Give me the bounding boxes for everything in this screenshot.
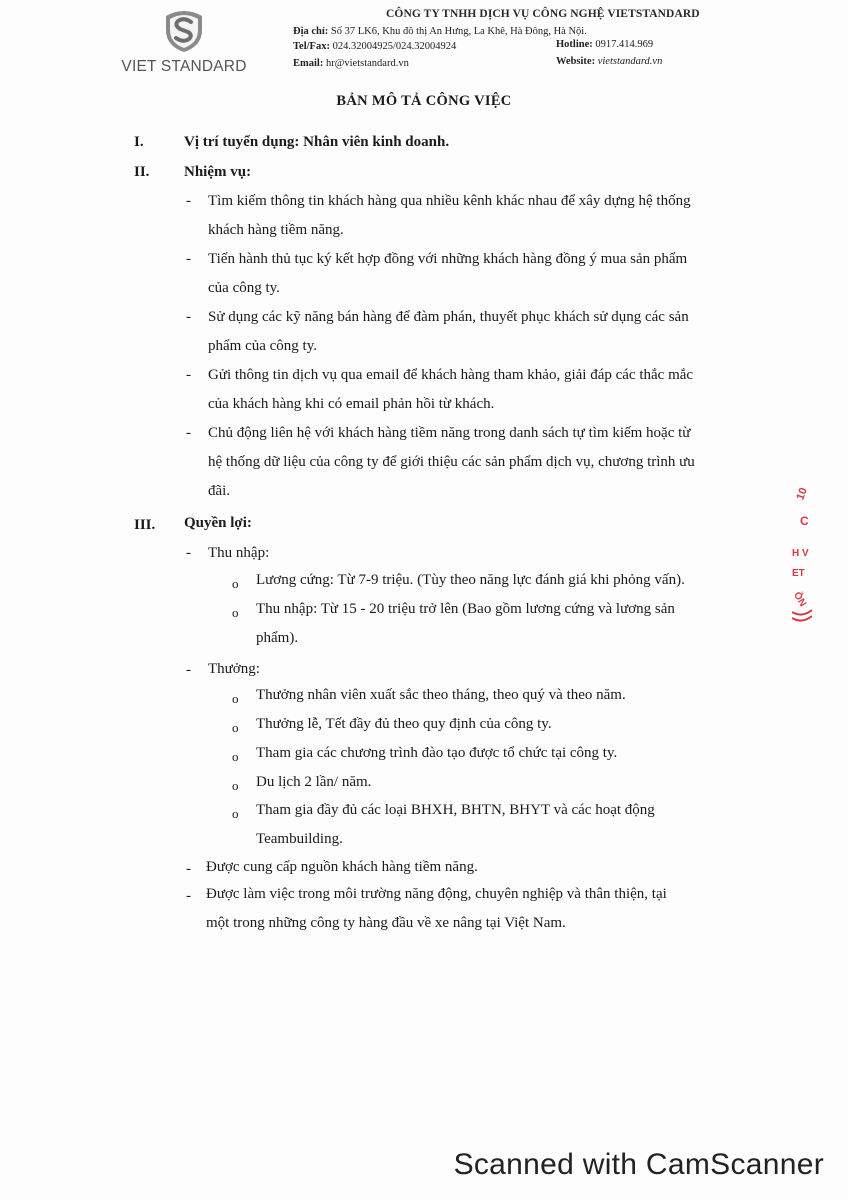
bonus-label: Thưởng: <box>208 661 260 677</box>
section-number: II. <box>134 164 150 180</box>
list-dash: - <box>186 367 191 383</box>
list-item: Thu nhập: Từ 15 - 20 triệu trở lên (Bao gồm lương cứng và lương sản phẩm). <box>256 601 675 646</box>
scanner-watermark: Scanned with CamScanner <box>453 1148 824 1181</box>
list-item: Thưởng lễ, Tết đầy đủ theo quy định của công ty. <box>256 716 552 732</box>
list-item: Thưởng nhân viên xuất sắc theo tháng, theo quý và theo năm. <box>256 687 626 703</box>
circle-bullet: o <box>232 778 239 793</box>
section-title: Vị trí tuyển dụng: Nhân viên kinh doanh. <box>184 134 450 150</box>
list-item: Tham gia đầy đủ các loại BHXH, BHTN, BHYT và các hoạt động Teambuilding. <box>256 802 655 847</box>
company-email: Email: hr@vietstandard.vn <box>293 58 409 69</box>
list-dash: - <box>186 545 191 561</box>
list-dash: - <box>186 251 191 267</box>
section-number: III. <box>134 517 156 533</box>
viet-standard-logo-icon <box>162 8 206 54</box>
section-title: Nhiệm vụ: <box>184 164 252 180</box>
list-dash: - <box>186 888 191 904</box>
company-website: Website: vietstandard.vn <box>556 56 663 67</box>
section-number: I. <box>134 134 144 150</box>
list-item: Gửi thông tin dịch vụ qua email để khách hàng tham khảo, giải đáp các thắc mắc của khách hàng khi có email phản hồi từ khách. <box>208 367 694 412</box>
circle-bullet: o <box>232 691 239 706</box>
list-item: Tham gia các chương trình đào tạo được tổ chức tại công ty. <box>256 745 618 761</box>
list-item: Được cung cấp nguồn khách hàng tiềm năng. <box>206 859 478 875</box>
company-name: CÔNG TY TNHH DỊCH VỤ CÔNG NGHỆ VIETSTANDARD <box>386 8 700 20</box>
list-dash: - <box>186 193 191 209</box>
company-tel: Tel/Fax: 024.32004925/024.32004924 <box>293 41 457 52</box>
circle-bullet: o <box>232 576 239 591</box>
company-stamp: 10 C H V ET ỒN <box>782 482 822 632</box>
circle-bullet: o <box>232 806 239 821</box>
stamp-ring-icon <box>792 608 812 626</box>
list-dash: - <box>186 425 191 441</box>
circle-bullet: o <box>232 720 239 735</box>
list-dash: - <box>186 309 191 325</box>
list-dash: - <box>186 861 191 877</box>
list-item: Du lịch 2 lần/ năm. <box>256 774 372 790</box>
company-hotline: Hotline: 0917.414.969 <box>556 39 654 50</box>
list-item: Chủ động liên hệ với khách hàng tiềm năng trong danh sách tự tìm kiếm hoặc từ hệ thống dữ liệu của công ty để giới thiệu các sản phẩm dịch vụ, chương trình ưu đãi. <box>208 425 695 499</box>
list-item: Tìm kiếm thông tin khách hàng qua nhiều kênh khác nhau để xây dựng hệ thống khách hàng tiềm năng. <box>208 193 691 238</box>
income-label: Thu nhập: <box>208 545 270 561</box>
circle-bullet: o <box>232 749 239 764</box>
section-title: Quyền lợi: <box>184 515 252 531</box>
list-item: Lương cứng: Từ 7-9 triệu. (Tùy theo năng lực đánh giá khi phỏng vấn). <box>256 572 685 588</box>
document-title: BẢN MÔ TẢ CÔNG VIỆC <box>336 93 512 109</box>
list-item: Được làm việc trong môi trường năng động, chuyên nghiệp và thân thiện, tại một trong những công ty hàng đầu về xe nâng tại Việt Nam. <box>206 886 667 931</box>
list-item: Tiến hành thủ tục ký kết hợp đồng với những khách hàng đồng ý mua sản phẩm của công ty. <box>208 251 688 296</box>
list-item: Sử dụng các kỹ năng bán hàng để đàm phán, thuyết phục khách sử dụng các sản phẩm của công ty. <box>208 309 689 354</box>
logo-text: VIET STANDARD <box>121 58 247 75</box>
list-dash: - <box>186 662 191 678</box>
circle-bullet: o <box>232 605 239 620</box>
company-address: Địa chỉ: Số 37 LK6, Khu đô thị An Hưng, La Khê, Hà Đông, Hà Nội. <box>293 26 587 37</box>
company-logo <box>118 8 250 75</box>
